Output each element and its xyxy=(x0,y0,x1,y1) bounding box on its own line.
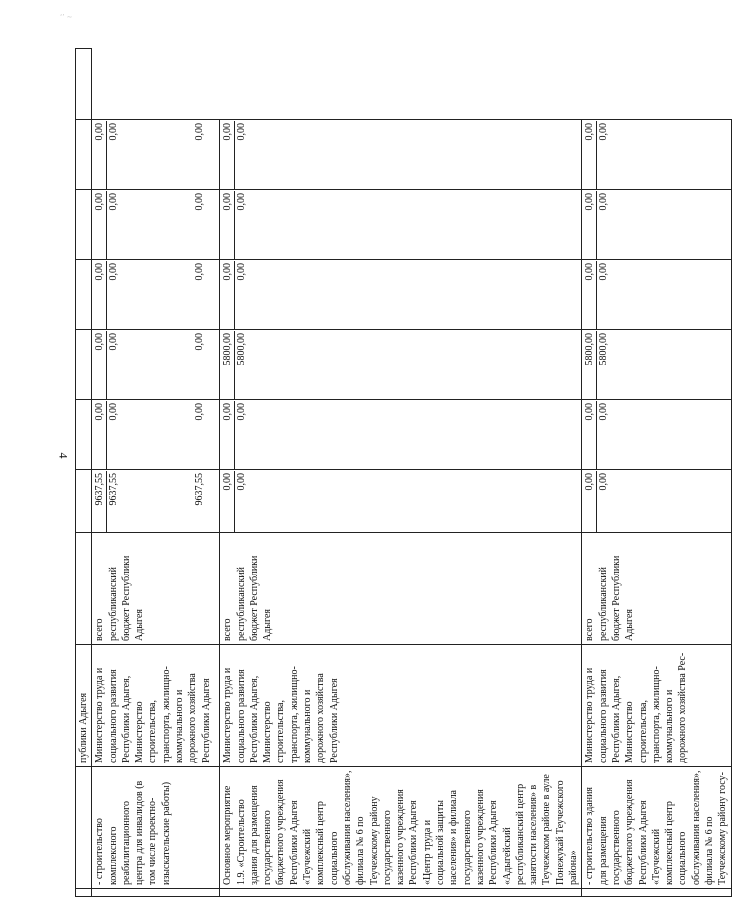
cell-agency-top: публики Адыгея xyxy=(76,645,92,767)
cell-value-col-2: 0,00 0,00 0,00 xyxy=(92,400,220,470)
cell-value-col-4: 0,00 0,00 xyxy=(582,260,731,330)
cell-value-col-3: 0,00 0,00 0,00 xyxy=(92,330,220,400)
cell-activity-name: - строительство комплексного реабилитационного центра для инвалидов (в том числе проектно-изыскательские работы) xyxy=(92,767,220,889)
cell-responsible-agency: Министерство труда и социального развития Республики Адыгея, Министерство строительства, транспорта, жилищно-коммунального и дорожного хозяйства Республики Адыгея xyxy=(220,645,582,767)
cell-value-col-5: 0,00 0,00 xyxy=(220,190,582,260)
budget-table xyxy=(75,48,732,897)
cell-value-col-3: 5800,00 5800,00 xyxy=(582,330,731,400)
funding-source-total: всего xyxy=(222,618,234,641)
cell-value-col-3: 5800,00 5800,00 xyxy=(220,330,582,400)
cell-value-col-2: 0,00 0,00 xyxy=(220,400,582,470)
cell-name-top xyxy=(76,767,92,889)
cell-value-col-1: 9637,55 9637,55 9637,55 xyxy=(92,470,220,533)
cell-value-col-4: 0,00 0,00 0,00 xyxy=(92,260,220,330)
cell-funding-source xyxy=(582,533,731,645)
funding-source-budget: республиканский бюджет Республики Адыгея xyxy=(597,555,636,641)
funding-source-total: всего xyxy=(584,618,596,641)
cell-funding-source xyxy=(220,533,582,645)
cell-funding-source xyxy=(92,533,220,645)
rotated-table-container xyxy=(75,49,729,897)
funding-source-total: всего xyxy=(94,618,106,641)
table-row xyxy=(92,49,220,897)
cell-responsible-agency: Министерство труда и социального развития Республики Адыгея, Министерство строительства, транспорта, жилищно-коммунального и дорожного хозяйства Рес- xyxy=(582,645,731,767)
page-number: 4 xyxy=(56,452,71,459)
table-row xyxy=(582,49,731,897)
cell-value-col-1: 0,00 0,00 xyxy=(582,470,731,533)
scan-artifact: ‘’ ∼ xyxy=(60,13,73,21)
cell-activity-name: Основное мероприятие 1.9. «Строительство здания для размещения государственного бюджетного учреждения Республики Адыгея «Теучежский комплексный центр социального обслуживания населения», филиала № 6 по Теучежскому району государственного казенного учреждения Республики Адыгея «Центр труда и социальной защиты населения» и филиала государственного казенного учреждения Республики Адыгея «Адыгейский республиканский центр занятости населения» в Теучежском районе в ауле Понежукай Теучежского района» xyxy=(220,767,582,889)
funding-source-budget: республиканский бюджет Республики Адыгея xyxy=(235,555,274,641)
cell-value-col-5: 0,00 0,00 xyxy=(582,190,731,260)
cell-activity-name: - строительство здания для размещения государственного бюджетного учреждения Республики Адыгея «Теучежский комплексный центр социального обслуживания населения», филиала № 6 по Теучежскому району госу- xyxy=(582,767,731,889)
table-row xyxy=(220,49,582,897)
table-row-top-strip xyxy=(76,49,92,897)
cell-value-col-4: 0,00 0,00 xyxy=(220,260,582,330)
funding-source-budget: республиканский бюджет Республики Адыгея xyxy=(107,555,146,641)
cell-responsible-agency: Министерство труда и социального развития Республики Адыгея, Министерство строительства, транспорта, жилищно-коммунального и дорожного хозяйства Республики Адыгея xyxy=(92,645,220,767)
cell-value-col-5: 0,00 0,00 0,00 xyxy=(92,190,220,260)
cell-value-col-6: 0,00 0,00 xyxy=(220,120,582,190)
cell-value-col-2: 0,00 0,00 xyxy=(582,400,731,470)
cell-value-col-6: 0,00 0,00 xyxy=(582,120,731,190)
cell-value-col-6: 0,00 0,00 0,00 xyxy=(92,120,220,190)
cell-value-col-1: 0,00 0,00 xyxy=(220,470,582,533)
